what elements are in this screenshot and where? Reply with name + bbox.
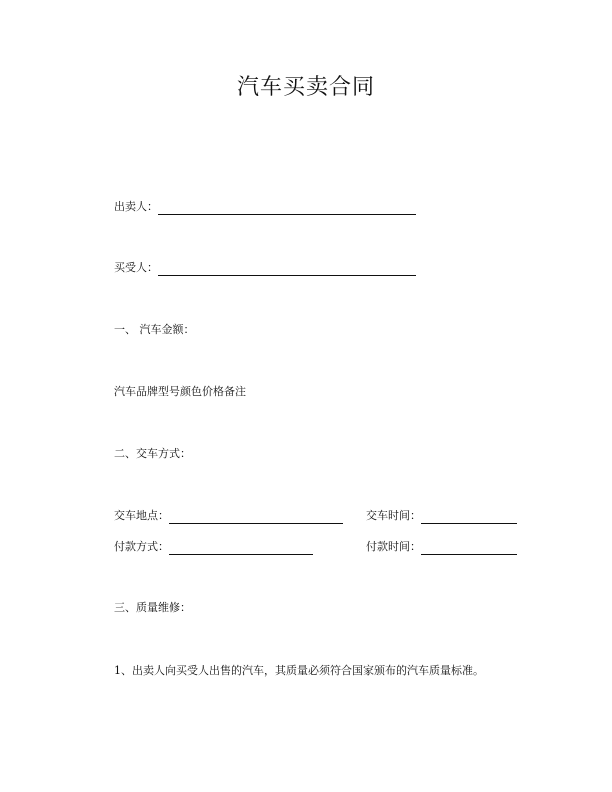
seller-label: 出卖人： (114, 200, 158, 213)
delivery-time-row (366, 508, 517, 524)
quality-clause-1: 1、出卖人向买受人出售的汽车，其质量必须符合国家颁布的汽车质量标准。 (114, 664, 484, 677)
buyer-blank[interactable] (158, 263, 416, 276)
document-title: 汽车买卖合同 (236, 75, 375, 100)
payment-method-row (114, 539, 313, 555)
delivery-time-blank[interactable] (421, 511, 517, 524)
delivery-time-label: 交车时间： (366, 509, 421, 522)
delivery-place-label: 交车地点： (114, 509, 169, 522)
payment-method-blank[interactable] (169, 542, 313, 555)
payment-method-label: 付款方式： (114, 540, 169, 553)
section-heading-quality: 三、质量维修： (114, 601, 191, 614)
car-table-header: 汽车品牌型号颜色价格备注 (114, 385, 246, 398)
buyer-label: 买受人： (114, 261, 158, 274)
delivery-place-row (114, 508, 343, 524)
payment-time-blank[interactable] (421, 542, 517, 555)
payment-time-row (366, 539, 517, 555)
delivery-place-blank[interactable] (169, 511, 343, 524)
section-heading-amount: 一、 汽车金额： (114, 323, 195, 336)
seller-blank[interactable] (158, 202, 416, 215)
payment-time-label: 付款时间： (366, 540, 421, 553)
seller-row (114, 199, 416, 215)
section-heading-delivery: 二、交车方式： (114, 447, 191, 460)
buyer-row (114, 260, 416, 276)
